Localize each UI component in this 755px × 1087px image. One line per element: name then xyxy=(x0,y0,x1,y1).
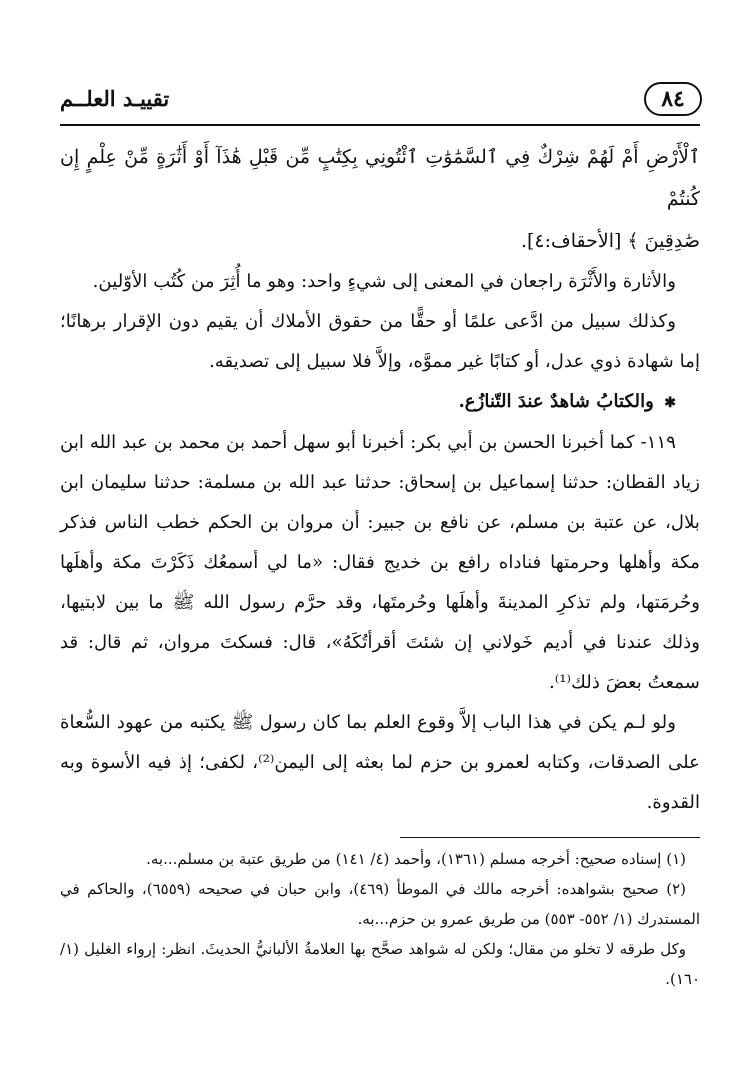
running-title: تقييـد العلــم xyxy=(60,86,170,111)
footnote-2: (٢) صحيح بشواهده: أخرجه مالك في الموطأ (٤٦٩)، وابن حبان في صحيحه (٦٥٥٩)، والحاكم في المستدرك (١/ ٥٥٢- ٥٥٣) من طريق عمرو بن حزم...به. xyxy=(60,880,700,928)
paragraph-hadith-119: ١١٩- كما أخبرنا الحسن بن أبي بكر: أخبرنا أبو سهل أحمد بن محمد بن عبد الله ابن زياد القطان: حدثنا إسماعيل بن إسحاق: حدثنا عبد الله بن مسلمة: حدثنا سليمان ابن بلال، عن عتبة بن مسلم، عن نافع بن جبير: أن مروان بن الحكم خطب الناس فذكر مكة وأهلها وحرمتها فناداه رافع بن خديج فقال: «ما لي أسمعُك ذَكَرْتَ مكة وأهلَها وحُرمَتها، ولم تذكرِ المدينةَ وأهلَها وحُرمتَها، وقد حرَّم رسول الله ﷺ ما بين لابتيها، وذلك عندنا في أديم خَولاني إن شئتَ أقرأتُكَهُ»، قال: فسكتَ مروان، ثم قال: قد سمعتُ بعضَ ذلك⁽¹⁾. xyxy=(60,432,700,693)
section-heading xyxy=(60,382,700,423)
page xyxy=(60,78,700,1058)
quran-verse-line-2: صَٰدِقِينَ ﴾ [الأحقاف:٤]. xyxy=(520,230,700,252)
footnotes xyxy=(60,844,700,994)
page-header xyxy=(60,78,700,126)
page-number: ٨٤ xyxy=(661,86,685,112)
paragraph-conclusion: ولو لـم يكن في هذا الباب إلاَّ وقوع العلم بما كان رسول ﷺ يكتبه من عهود السُّعاة على الصدقات، وكتابه لعمرو بن حزم لما بعثه إلى اليمن⁽²⁾، لكفى؛ إذ فيه الأسوة وبه القدوة. xyxy=(60,712,700,813)
footnote-2-continued: وكل طرقه لا تخلو من مقال؛ ولكن له شواهد صحَّح بها العلامةُ الألبانيُّ الحديثَ. انظر: إرواء الغليل (١/ ١٦٠). xyxy=(60,940,700,988)
section-heading-text: والكتابُ شاهدٌ عندَ التّنازُع. xyxy=(458,391,654,412)
footnote-1: (١) إسناده صحيح: أخرجه مسلم (١٣٦١)، وأحمد (٤/ ١٤١) من طريق عتبة بن مسلم...به. xyxy=(146,850,686,868)
quran-verse-line-1: ٱلْأَرْضِ أَمْ لَهُمْ شِرْكٌ فِي ٱلسَّمَٰوَٰتِ ٱئْتُونِي بِكِتَٰبٍ مِّن قَبْلِ هَٰذَآ أَوْ أَثَٰرَةٍ مِّنْ عِلْمٍ إِن كُنتُمْ xyxy=(60,146,700,210)
paragraph-claim-proof: وكذلك سبيل من ادَّعى علمًا أو حقًّا من حقوق الأملاك أن يقيم دون الإقرار برهانًا؛ إما شهادة ذوي عدل، أو كتابًا غير مموَّه، وإلاَّ فلا سبيل إلى تصديقه. xyxy=(60,311,700,372)
asterisk-ornament-icon: ✱ xyxy=(664,395,676,411)
paragraph-athara: والأثارة والأَثْرَة راجعان في المعنى إلى شيءٍ واحد: وهو ما أُثِرَ من كُتُب الأوّلين. xyxy=(92,271,676,292)
main-text xyxy=(60,126,700,823)
footnote-divider xyxy=(400,837,700,838)
page-number-badge xyxy=(644,82,702,116)
